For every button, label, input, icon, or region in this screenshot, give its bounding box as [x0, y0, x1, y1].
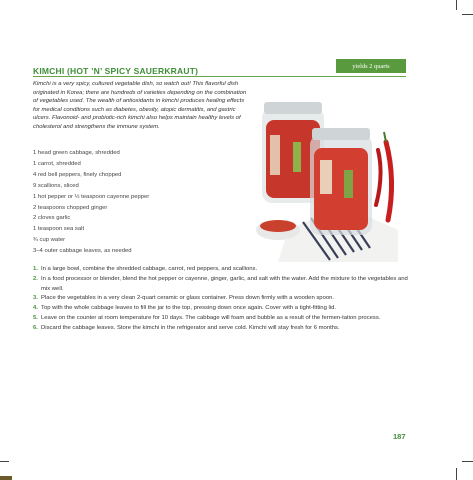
recipe-step	[33, 324, 409, 334]
step-text: Discard the cabbage leaves. Store the kimchi in the refrigerator and serve cold. Kimchi will stay fresh for 6 months.	[41, 324, 340, 331]
step-number: 4.	[33, 305, 38, 312]
step-text: Top with the whole cabbage leaves to fill the jar to the top, pressing down once again. Cover with a tight-fitting lid.	[41, 305, 337, 312]
ingredient-item: 1 head green cabbage, shredded	[33, 150, 120, 156]
kimchi-jars-photo	[248, 80, 406, 262]
ingredient-item: ¾ cup water	[33, 237, 66, 244]
title-rule	[33, 76, 406, 77]
step-number: 6.	[33, 324, 38, 331]
page-number: 187	[393, 432, 406, 441]
recipe-step	[33, 275, 409, 295]
crop-mark	[462, 461, 473, 462]
crop-mark	[456, 0, 457, 10]
ingredient-item: 1 carrot, shredded	[33, 160, 81, 167]
ingredient-item: 3–4 outer cabbage leaves, as needed	[33, 248, 132, 255]
crop-mark	[456, 468, 457, 480]
yield-badge: yields 2 quarts	[336, 59, 406, 73]
ingredient-item: 4 red bell peppers, finely chopped	[33, 171, 122, 178]
step-text: Leave on the counter at room temperature for 10 days. The cabbage will foam and bubble as a result of the fermen-tation process.	[41, 314, 381, 321]
step-text: Place the vegetables in a very clean 2-quart ceramic or glass container. Press down firmly with a wooden spoon.	[41, 295, 335, 302]
ingredient-item: 2 teaspoons chopped ginger	[33, 204, 108, 211]
step-number: 1.	[33, 266, 38, 272]
step-text: In a large bowl, combine the shredded cabbage, carrot, red peppers, and scallions.	[41, 266, 258, 272]
recipe-steps	[33, 265, 409, 334]
crop-mark	[462, 14, 473, 15]
ingredient-list	[33, 148, 233, 257]
step-number: 3.	[33, 295, 38, 302]
step-number: 2.	[33, 275, 38, 282]
step-number: 5.	[33, 314, 38, 321]
recipe-step	[33, 314, 409, 324]
ingredient-item: 9 scallions, sliced	[33, 182, 79, 189]
crop-mark	[0, 461, 9, 462]
corner-mark	[0, 476, 12, 480]
recipe-title: KIMCHI (HOT ’N’ SPICY SAUERKRAUT)	[33, 66, 199, 76]
ingredient-item: 1 hot pepper or ½ teaspoon cayenne pepper	[33, 193, 150, 200]
step-text: In a food processor or blender, blend the hot pepper or cayenne, ginger, garlic, and salt with the water. Add the mixture to the vegetables and mix well.	[41, 275, 408, 292]
ingredient-item: 2 cloves garlic	[33, 215, 71, 222]
recipe-step	[33, 304, 409, 314]
ingredient-item: 1 teaspoon sea salt	[33, 226, 85, 233]
recipe-intro: Kimchi is a very spicy, cultured vegetable dish, so watch out! This flavorful dish originated in Korea; there are hundreds of varieties depending on the combination of vegetables used. The wealth of antioxidants in kimchi produces healing effects for medical conditions such as diabetes, obesity, atopic dermatitis, and gastric ulcers. Flavonoid- and probiotic-rich kimchi also helps maintain healthy levels of cholesterol and strengthens the immune system.	[33, 81, 247, 130]
recipe-step	[33, 294, 409, 304]
recipe-step	[33, 265, 409, 275]
